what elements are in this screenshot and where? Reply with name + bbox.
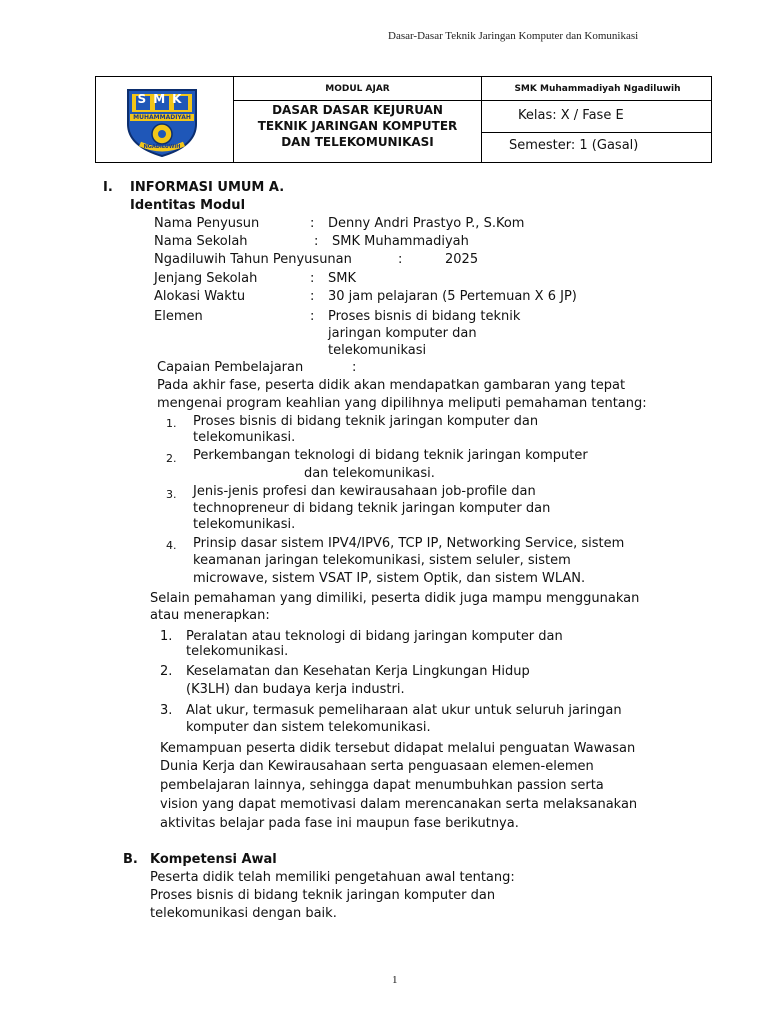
sekolah-label: Nama Sekolah bbox=[154, 234, 248, 249]
kemampuan-line-3: pembelajaran lainnya, sehingga dapat menumbuhkan passion serta bbox=[160, 778, 604, 793]
semester: Semester: 1 (Gasal) bbox=[509, 138, 639, 153]
running-header: Dasar-Dasar Teknik Jaringan Komputer dan Komunikasi bbox=[388, 30, 639, 42]
selain-line-2: atau menerapkan: bbox=[150, 608, 270, 623]
tahun-label: Ngadiluwih Tahun Penyusunan bbox=[154, 252, 352, 267]
elemen-label: Elemen bbox=[154, 309, 203, 324]
penyusun-value: Denny Andri Prastyo P., S.Kom bbox=[328, 216, 525, 231]
sekolah-value: SMK Muhammadiyah bbox=[332, 234, 469, 249]
kelas-fase: Kelas: X / Fase E bbox=[518, 108, 624, 123]
list-item-number: 4. bbox=[166, 539, 177, 552]
list-item: telekomunikasi. bbox=[193, 517, 296, 532]
alokasi-value: 30 jam pelajaran (5 Pertemuan X 6 JP) bbox=[328, 289, 577, 304]
list-item-number: 1. bbox=[160, 629, 173, 644]
alokasi-label: Alokasi Waktu bbox=[154, 289, 246, 304]
colon: : bbox=[398, 252, 403, 267]
jenjang-label: Jenjang Sekolah bbox=[154, 271, 258, 286]
school-name: SMK Muhammadiyah Ngadiluwih bbox=[514, 84, 681, 94]
module-header-table bbox=[95, 76, 712, 163]
kompetensi-line-1: Peserta didik telah memiliki pengetahuan awal tentang: bbox=[150, 870, 515, 885]
page-number: 1 bbox=[392, 974, 398, 986]
modul-ajar-label: MODUL AJAR bbox=[325, 84, 390, 94]
module-title-line-2: TEKNIK JARINGAN KOMPUTER bbox=[257, 119, 458, 133]
colon: : bbox=[310, 289, 315, 304]
colon: : bbox=[310, 309, 315, 324]
list-item: (K3LH) dan budaya kerja industri. bbox=[186, 682, 405, 697]
kemampuan-line-2: Dunia Kerja dan Kewirausahaan serta penguasaan elemen-elemen bbox=[160, 759, 594, 774]
colon: : bbox=[314, 234, 319, 249]
list-item: keamanan jaringan telekomunikasi, sistem seluler, sistem bbox=[193, 553, 571, 568]
school-logo bbox=[124, 84, 200, 158]
module-title-line-3: DAN TELEKOMUNIKASI bbox=[281, 135, 434, 149]
kemampuan-line-4: vision yang dapat memotivasi dalam merencanakan serta melaksanakan bbox=[160, 797, 638, 812]
colon: : bbox=[310, 216, 315, 231]
capaian-intro-line-1: Pada akhir fase, peserta didik akan mendapatkan gambaran yang tepat bbox=[157, 378, 626, 393]
capaian-label: Capaian Pembelajaran bbox=[157, 360, 304, 375]
list-item-number: 2. bbox=[166, 452, 177, 465]
list-item-number: 3. bbox=[160, 703, 173, 718]
section-heading: INFORMASI UMUM A. bbox=[130, 180, 285, 195]
kompetensi-line-2: Proses bisnis di bidang teknik jaringan komputer dan bbox=[150, 888, 496, 903]
elemen-value-line-2: jaringan komputer dan bbox=[328, 326, 477, 341]
module-title-line-1: DASAR DASAR KEJURUAN bbox=[272, 103, 443, 117]
kompetensi-line-3: telekomunikasi dengan baik. bbox=[150, 906, 337, 921]
capaian-intro-line-2: mengenai program keahlian yang dipilihnya meliputi pemahaman tentang: bbox=[157, 396, 647, 411]
kemampuan-line-5: aktivitas belajar pada fase ini maupun fase berikutnya. bbox=[160, 816, 519, 831]
list-item: microwave, sistem VSAT IP, sistem Optik, dan sistem WLAN. bbox=[193, 571, 586, 586]
penyusun-label: Nama Penyusun bbox=[154, 216, 260, 231]
colon: : bbox=[310, 271, 315, 286]
list-item-number: 1. bbox=[166, 417, 177, 430]
list-item: Alat ukur, termasuk pemeliharaan alat ukur untuk seluruh jaringan bbox=[186, 703, 622, 718]
jenjang-value: SMK bbox=[328, 271, 356, 286]
logo-banner-text: MUHAMMADIYAH bbox=[133, 114, 191, 121]
section-b-heading: Kompetensi Awal bbox=[150, 852, 277, 867]
list-item-number: 3. bbox=[166, 488, 177, 501]
tahun-value: 2025 bbox=[445, 252, 479, 267]
elemen-value-line-3: telekomunikasi bbox=[328, 343, 427, 358]
logo-letters: SMK bbox=[137, 92, 189, 106]
list-item-number: 2. bbox=[160, 664, 173, 679]
list-item: Keselamatan dan Kesehatan Kerja Lingkungan Hidup bbox=[186, 664, 530, 679]
list-item: Peralatan atau teknologi di bidang jaringan komputer dan bbox=[186, 629, 563, 644]
list-item: Prinsip dasar sistem IPV4/IPV6, TCP IP, Networking Service, sistem bbox=[193, 536, 625, 551]
section-subheading: Identitas Modul bbox=[130, 198, 246, 213]
logo-bottom-text: NGADILUWIH bbox=[143, 144, 181, 150]
section-roman: I. bbox=[103, 180, 113, 195]
kemampuan-line-1: Kemampuan peserta didik tersebut didapat melalui penguatan Wawasan bbox=[160, 741, 636, 756]
list-item: komputer dan sistem telekomunikasi. bbox=[186, 720, 431, 735]
list-item: telekomunikasi. bbox=[186, 644, 289, 659]
elemen-value-line-1: Proses bisnis di bidang teknik bbox=[328, 309, 521, 324]
list-item: Proses bisnis di bidang teknik jaringan komputer dan bbox=[193, 414, 539, 429]
selain-line-1: Selain pemahaman yang dimiliki, peserta didik juga mampu menggunakan bbox=[150, 591, 640, 606]
list-item: telekomunikasi. bbox=[193, 430, 296, 445]
colon: : bbox=[352, 360, 357, 375]
list-item: dan telekomunikasi. bbox=[304, 466, 435, 481]
list-item: Jenis-jenis profesi dan kewirausahaan job-profile dan bbox=[193, 484, 536, 499]
section-b-letter: B. bbox=[123, 852, 138, 867]
list-item: Perkembangan teknologi di bidang teknik jaringan komputer bbox=[193, 448, 588, 463]
list-item: technopreneur di bidang teknik jaringan komputer dan bbox=[193, 501, 551, 516]
